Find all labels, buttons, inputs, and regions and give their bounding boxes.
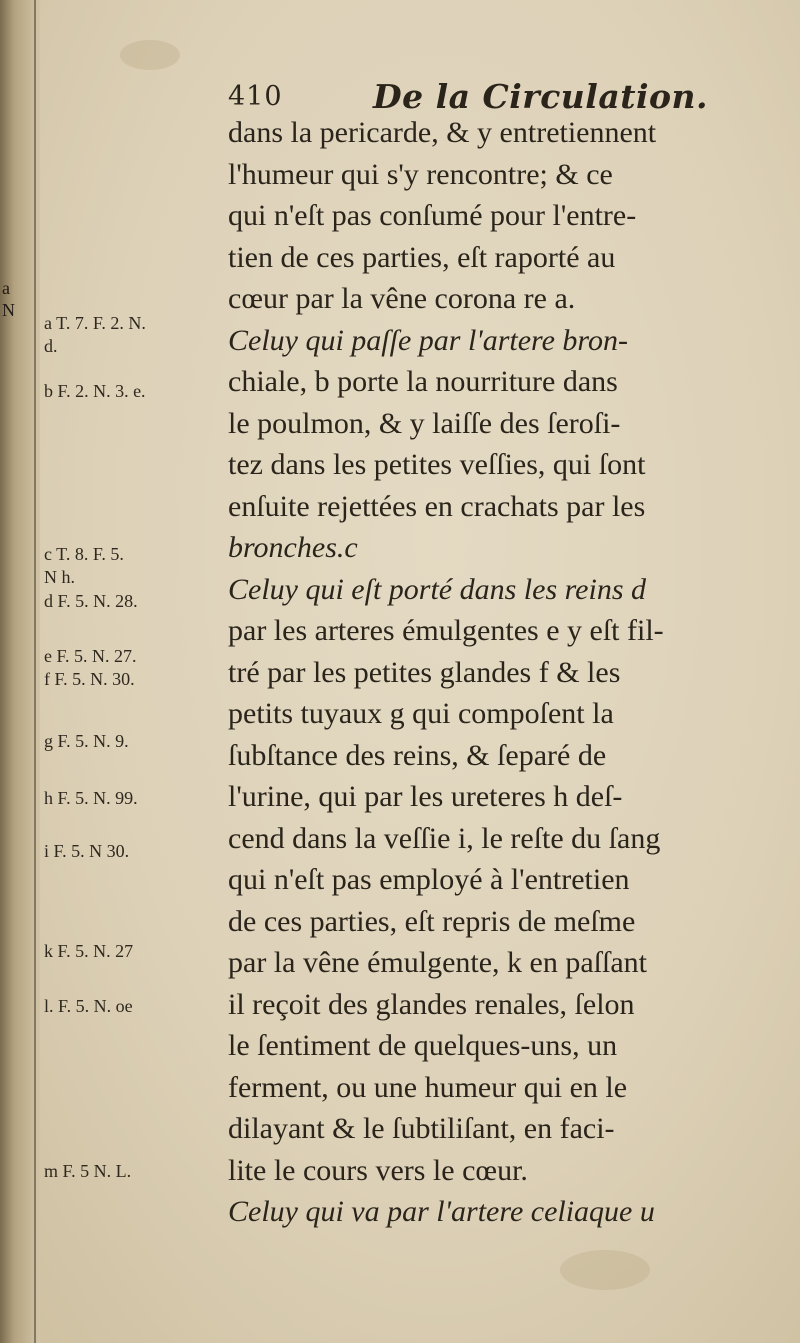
paper-stain [120,40,180,70]
margin-note: e F. 5. N. 27. [44,646,137,666]
text-line: tien de ces parties, eſt raporté au [228,240,616,274]
margin-note: k F. 5. N. 27 [44,941,134,961]
text-line: Celuy qui paſſe par l'artere bron- [228,323,628,357]
text-line: il reçoit des glandes renales, ſelon [228,987,635,1021]
margin-note: d. [44,336,58,356]
text-line: l'humeur qui s'y rencontre; & ce [228,157,613,191]
margin-note: N h. [44,567,75,587]
text-line: bronches.c [228,531,358,564]
text-line: qui n'eſt pas employé à l'entretien [228,863,630,896]
text-line: Celuy qui eſt porté dans les reins d [228,572,647,606]
margin-note: h F. 5. N. 99. [44,788,138,808]
text-line: ſubſtance des reins, & ſeparé de [228,738,607,772]
previous-page-mark: N [2,300,15,320]
page-header [228,75,768,115]
text-line: dans la pericarde, & y entretiennent [228,116,657,149]
previous-page-mark: a [2,278,10,298]
text-line: l'urine, qui par les ureteres h deſ- [228,780,623,813]
text-line: ferment, ou une humeur qui en le [228,1070,628,1104]
text-line: le ſentiment de quelques-uns, un [228,1029,618,1062]
paper-stain [560,1250,650,1290]
text-line: le poulmon, & y laiſſe des ſeroſi- [228,406,621,440]
text-line: tez dans les petites veſſies, qui ſont [228,448,646,481]
text-line: de ces parties, eſt repris de meſme [228,904,636,938]
gutter-edge [34,0,36,1343]
margin-note: c T. 8. F. 5. [44,544,124,564]
page-number: 410 [228,81,283,112]
margin-note: l. F. 5. N. oe [44,996,133,1016]
margin-note: a T. 7. F. 2. N. [44,313,146,333]
body-text [228,112,773,1233]
text-line: dilayant & le ſubtiliſant, en faci- [228,1112,615,1145]
text-line: lite le cours vers le cœur. [228,1153,528,1187]
text-line: cœur par la vêne corona re a. [228,282,576,315]
text-line: tré par les petites glandes f & les [228,655,621,689]
text-line: chiale, b porte la nourriture dans [228,365,618,398]
margin-note: d F. 5. N. 28. [44,591,138,611]
text-line: par la vêne émulgente, k en paſſant [228,946,647,979]
margin-note: b F. 2. N. 3. e. [44,381,146,401]
text-line: Celuy qui va par l'artere celiaque u [228,1195,655,1228]
text-line: cend dans la veſſie i, le reſte du ſang [228,821,661,855]
text-line: par les arteres émulgentes e y eſt fil- [228,614,664,647]
margin-note: m F. 5 N. L. [44,1161,132,1181]
text-line: enſuite rejettées en crachats par les [228,489,646,523]
text-line: petits tuyaux g qui compoſent la [228,697,614,730]
margin-note: i F. 5. N 30. [44,841,130,861]
text-line: qui n'eſt pas conſumé pour l'entre- [228,199,637,232]
running-title: De la Circulation. [373,77,708,116]
margin-note: g F. 5. N. 9. [44,731,129,751]
margin-note: f F. 5. N. 30. [44,669,135,689]
